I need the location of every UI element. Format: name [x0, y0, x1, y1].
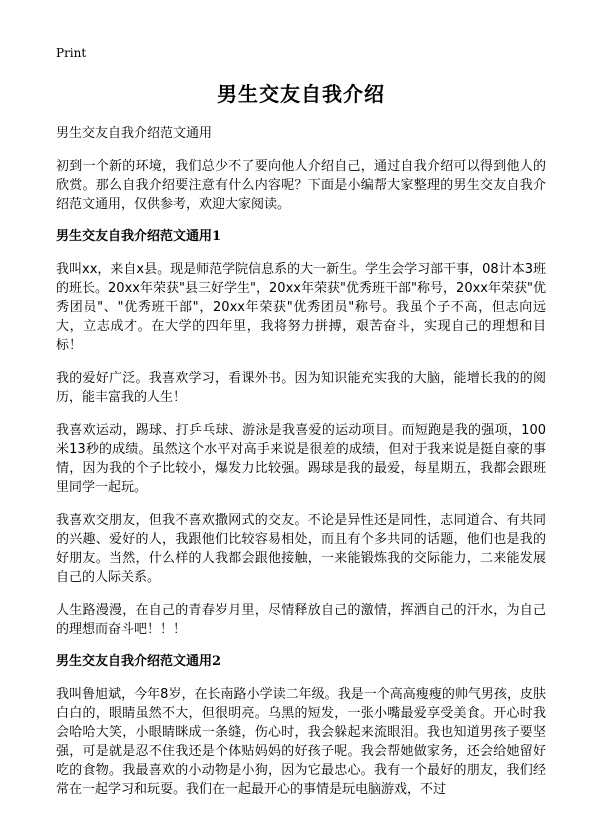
paragraph: 人生路漫漫，在自己的青春岁月里，尽情释放自己的激情，挥洒自己的汗水，为自己的理想而奋斗吧！！！	[56, 603, 546, 637]
paragraph: 我叫xx，来自x县。现是师范学院信息系的大一新生。学生会学习部干事，08计本3班的班长。20xx年荣获"县三好学生"，20xx年荣获"优秀班干部"称号，20xx年荣获"优秀团员"、"优秀班干部"，20xx年荣获"优秀团员"称号。我虽个子不高，但志向远大，立志成才。在大学的四年里，我将努力拼搏，艰苦奋斗，实现自己的理想和目标！	[56, 262, 546, 353]
document-body	[56, 78, 546, 813]
section-heading-1: 男生交友自我介绍范文通用1	[56, 229, 222, 244]
page-title: 男生交友自我介绍	[217, 82, 385, 106]
paragraph: 我喜欢交朋友，但我不喜欢撒网式的交友。不论是异性还是同性，志同道合、有共同的兴趣、爱好的人，我跟他们比较容易相处，而且有个多共同的话题，他们也是我的好朋友。当然，什么样的人我都会跟他接触，一来能锻炼我的交际能力，二来能发展自己的人际关系。	[56, 513, 546, 585]
paragraph: 我叫鲁旭斌，今年8岁，在长南路小学读二年级。我是一个高高瘦瘦的帅气男孩，皮肤白白的，眼睛虽然不大，但很明亮。乌黑的短发，一张小嘴最爱享受美食。开心时我会哈哈大笑，小眼睛眯成一条缝，伤心时，我会躲起来流眼泪。我也知道男孩子要坚强，可是就是忍不住我还是个体贴妈妈的好孩子呢。我会帮她做家务，还会给她留好吃的食物。我最喜欢的小动物是小狗，因为它最忠心。我有一个最好的朋友，我们经常在一起学习和玩耍。我们在一起最开心的事情是玩电脑游戏，不过	[56, 687, 546, 797]
paragraph: 我喜欢运动，踢球、打乒乓球、游泳是我喜爱的运动项目。而短跑是我的强项，100米13秒的成绩。虽然这个水平对高手来说是很差的成绩，但对于我来说是挺自豪的事情，因为我的个子比较小，爆发力比较强。踢球是我的最爱，每星期五，我都会跟班里同学一起玩。	[56, 423, 546, 495]
intro-paragraph: 初到一个新的环境，我们总少不了要向他人介绍自己，通过自我介绍可以得到他人的欣赏。那么自我介绍要注意有什么内容呢？下面是小编帮大家整理的男生交友自我介绍范文通用，仅供参考，欢迎大家阅读。	[56, 159, 546, 212]
subtitle: 男生交友自我介绍范文通用	[56, 126, 213, 141]
section-heading-2: 男生交友自我介绍范文通用2	[56, 654, 222, 669]
paragraph: 我的爱好广泛。我喜欢学习，看课外书。因为知识能充实我的大脑，能增长我的的阅历，能丰富我的人生！	[56, 371, 546, 405]
print-link[interactable]: Print	[56, 46, 87, 60]
